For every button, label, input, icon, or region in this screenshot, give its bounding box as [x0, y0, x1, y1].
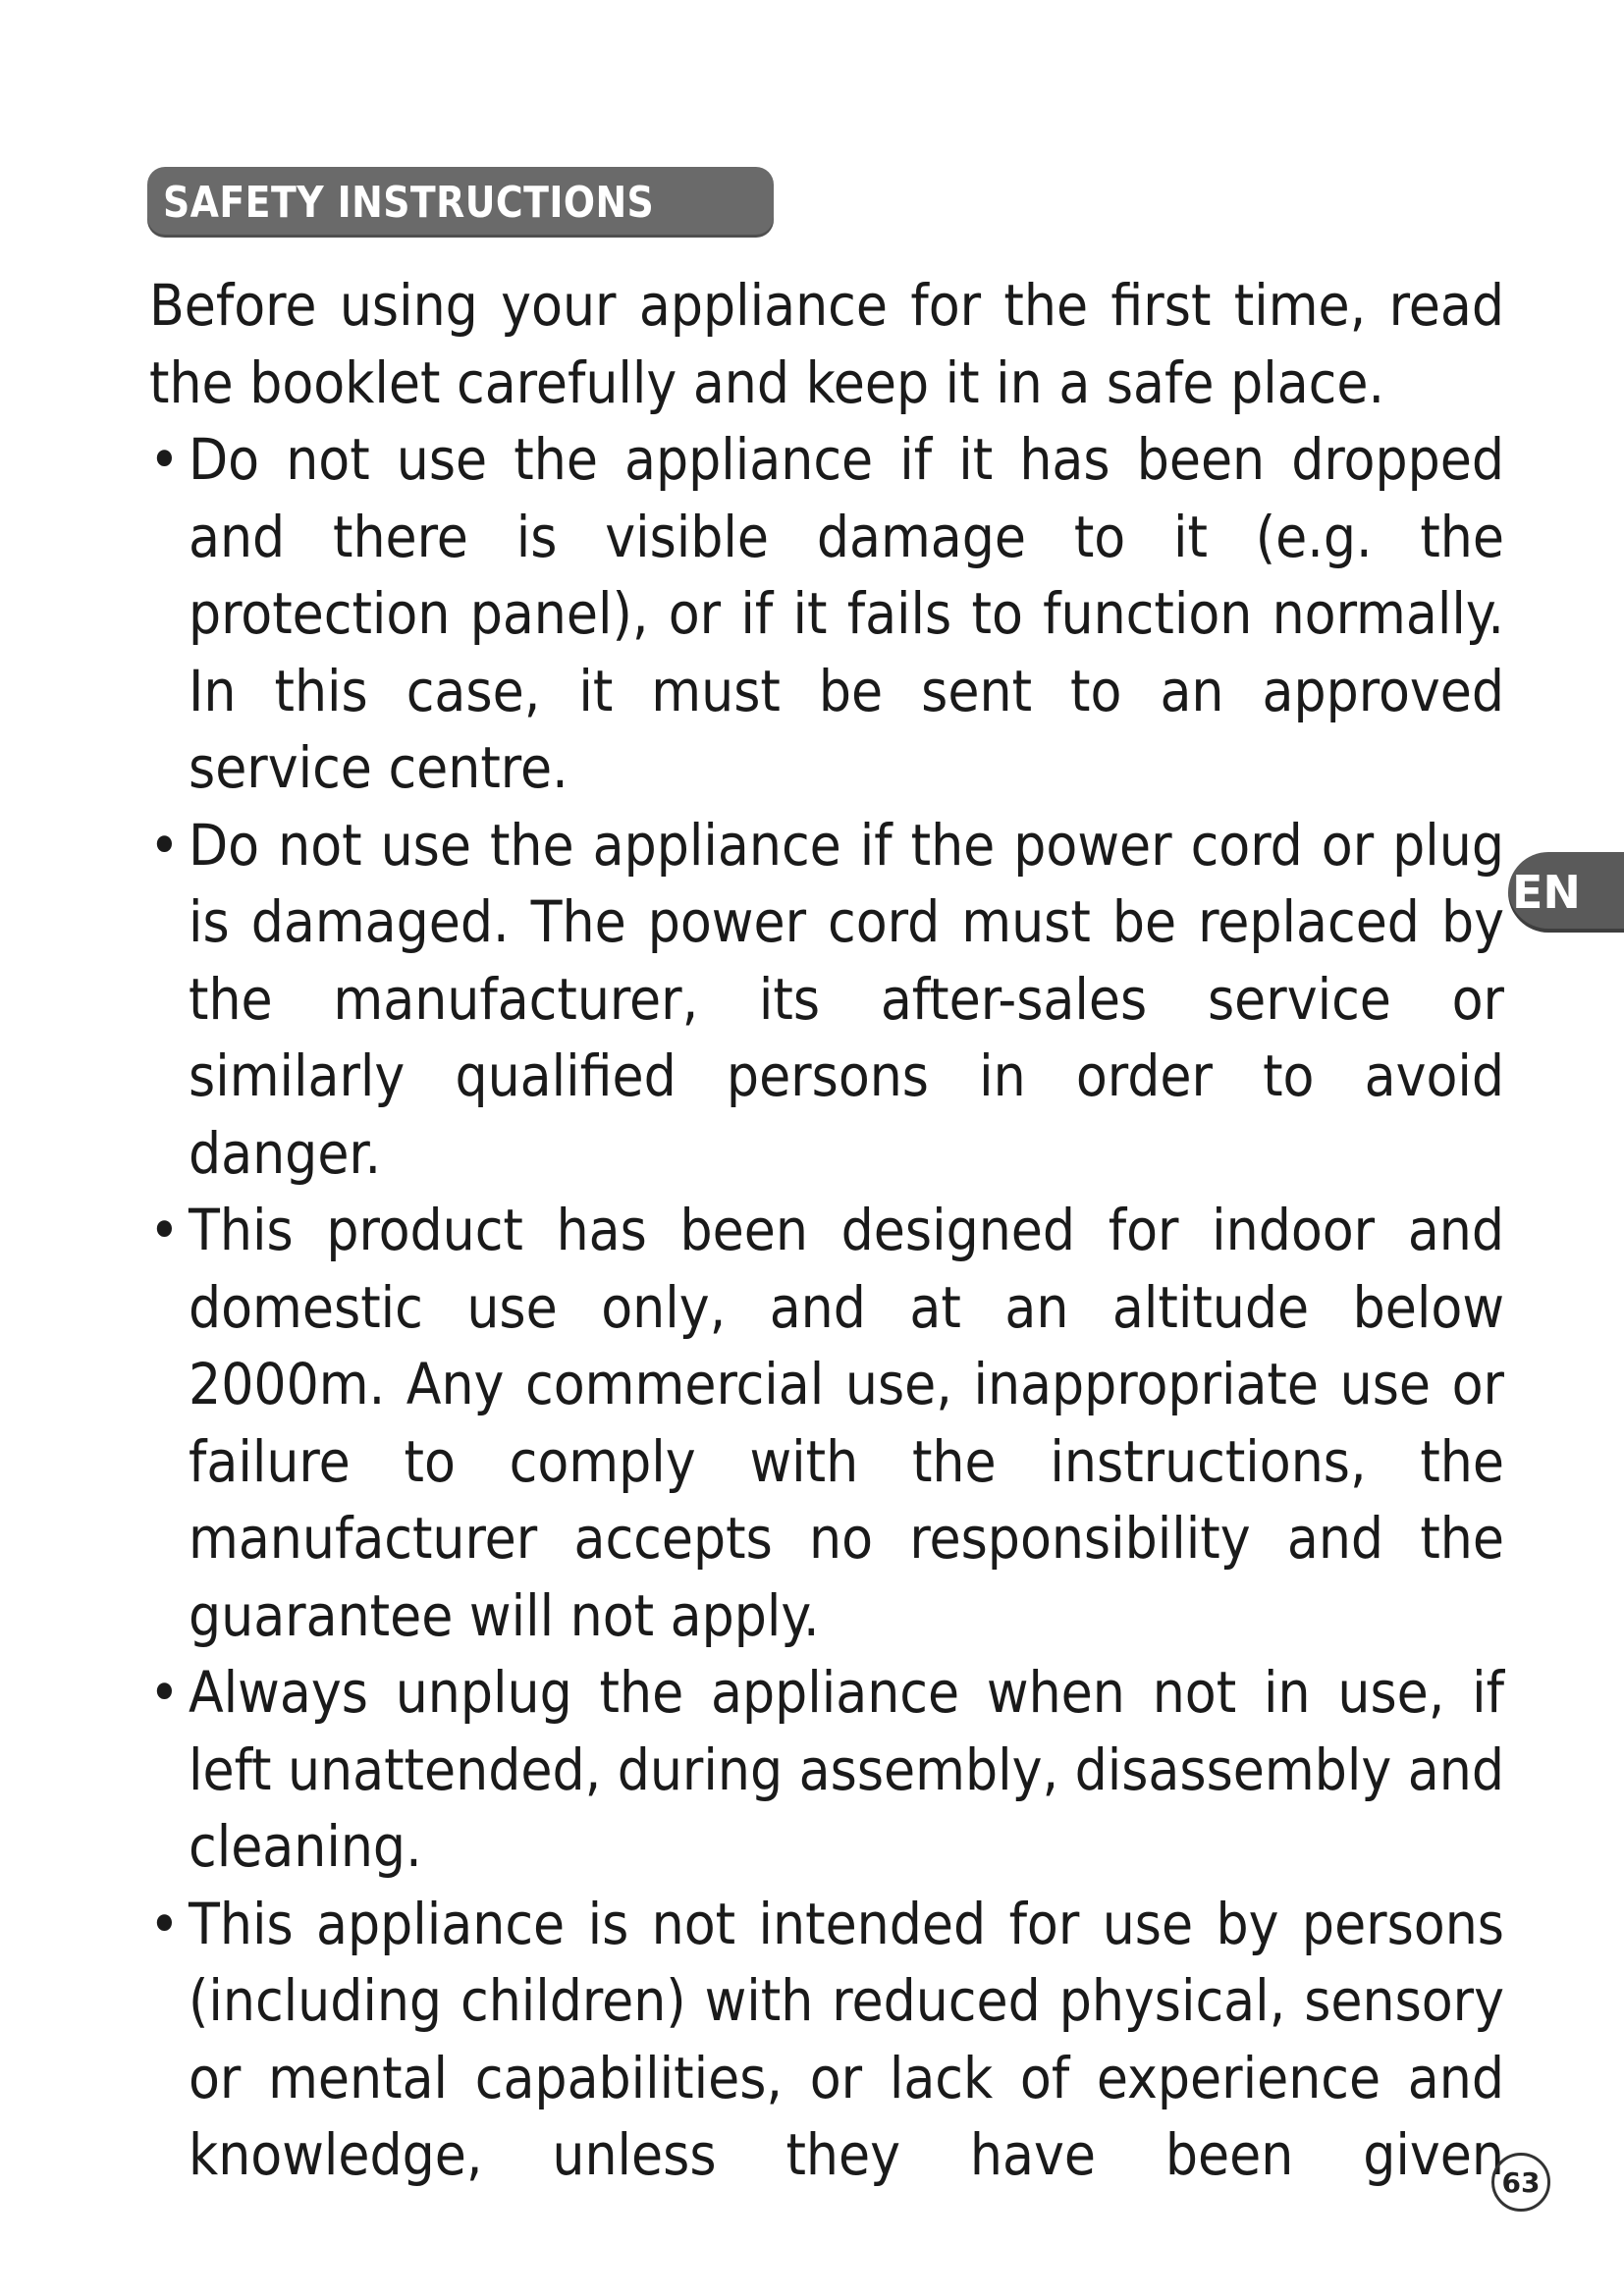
bullet-icon: •: [149, 426, 180, 493]
language-tab: [1508, 852, 1624, 933]
bullet-icon: •: [149, 1659, 180, 1726]
bullet-text: Do not use the appliance if the power cord or plug is damaged. The power cord must be replaced by the manufacturer, its after-sales service or similarly qualified persons in order to avoid danger.: [189, 811, 1504, 1187]
page-number-badge: [1491, 2153, 1550, 2212]
bullet-text: This product has been designed for indoor and domestic use only, and at an altitude below 2000m. Any commercial use, inappropriate use or failure to comply with the instructions, the manufacturer accepts no responsibility and the guarantee will not apply.: [189, 1197, 1504, 1649]
language-label: EN: [1512, 866, 1581, 919]
page-number: 63: [1501, 2165, 1541, 2199]
section-title: SAFETY INSTRUCTIONS: [163, 177, 655, 228]
bullet-text: This appliance is not intended for use by persons (including children) with reduced physical, sensory or mental capabilities, or lack of experience and knowledge, unless they have been given: [189, 1890, 1504, 2188]
bullet-icon: •: [149, 1890, 180, 1957]
bullet-item: [149, 1192, 1504, 1654]
bullet-icon: •: [149, 811, 180, 879]
intro-paragraph: Before using your appliance for the first time, read the booklet carefully and keep it in a safe place.: [149, 272, 1504, 416]
bullet-item: [149, 421, 1504, 807]
bullet-item: [149, 1654, 1504, 1886]
bullet-icon: •: [149, 1197, 180, 1263]
bullet-text: Always unplug the appliance when not in use, if left unattended, during assembly, disassembly and cleaning.: [189, 1659, 1504, 1880]
section-header-tab: [147, 167, 774, 238]
bullet-item: [149, 807, 1504, 1193]
bullet-text: Do not use the appliance if it has been dropped and there is visible damage to it (e.g. the protection panel), or if it fails to function normally. In this case, it must be sent to an approved service centre.: [189, 426, 1504, 801]
page-body: [149, 267, 1504, 2194]
safety-bullet-list: [149, 421, 1504, 2194]
bullet-item: [149, 1886, 1504, 2194]
